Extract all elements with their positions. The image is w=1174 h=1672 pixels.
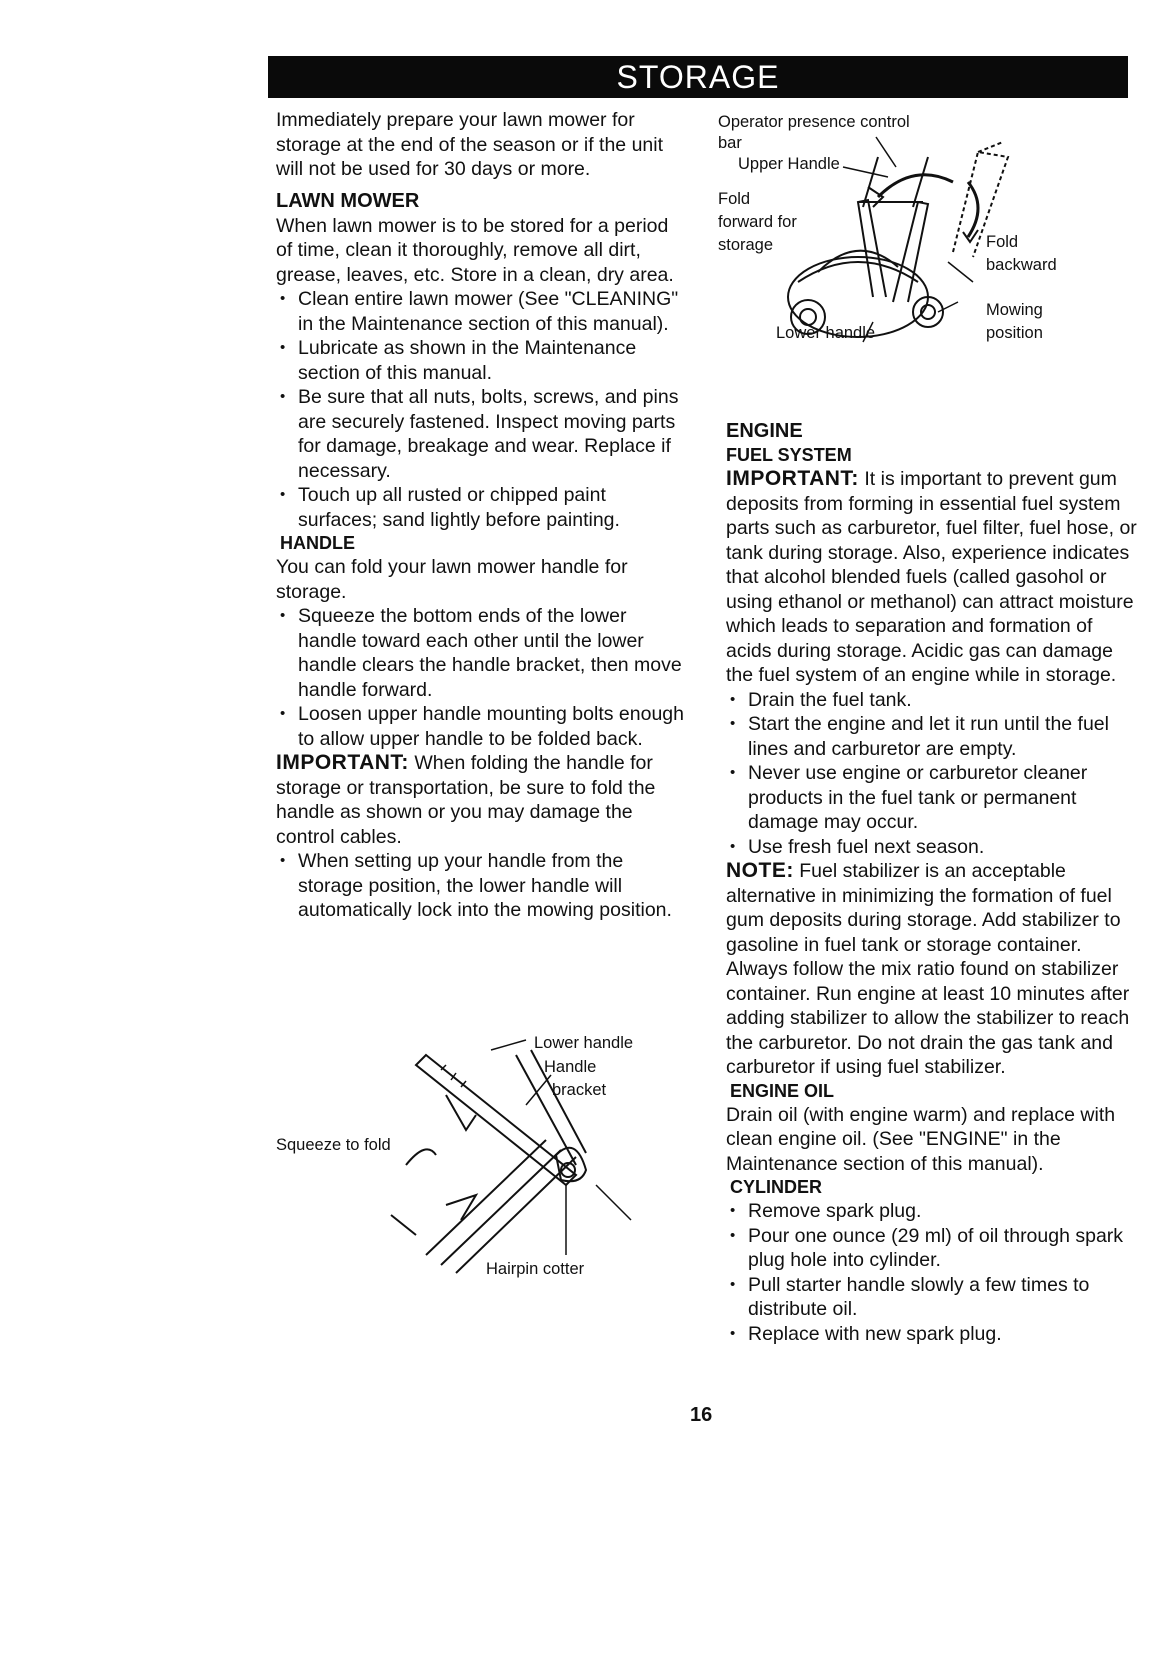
label-lower-handle: Lower handle	[534, 1034, 634, 1052]
important-label: IMPORTANT:	[726, 467, 859, 490]
label-fold-backward-2: backward	[986, 256, 1057, 274]
label-upper-handle: Upper Handle	[738, 155, 840, 173]
list-item: • Loosen upper handle mounting bolts enough to allow upper handle to be folded back.	[276, 702, 686, 751]
list-item: • Touch up all rusted or chipped paint surfaces; sand lightly before painting.	[276, 483, 686, 532]
important-text: It is important to prevent gum deposits from forming in essential fuel system parts such as carburetor, fuel filter, fuel hose, or tank during storage. Also, experience indicates that alcohol blended fuels (called gasohol or using ethanol or methanol) can attract moisture which leads to separation and formation of acids during storage. Acidic gas can damage the fuel system of an engine while in storage.	[726, 468, 1137, 686]
engine-oil-paragraph: Drain oil (with engine warm) and replace with clean engine oil. (See "ENGINE" in the Maintenance section of this manual).	[726, 1103, 1116, 1175]
handle-list	[276, 604, 686, 751]
handle-bracket-drawing	[276, 1035, 676, 1275]
list-item: • Be sure that all nuts, bolts, screws, and pins are securely fastened. Inspect moving parts for damage, breakage and wear. Replace if necessary.	[276, 385, 686, 483]
intro-paragraph: Immediately prepare your lawn mower for storage at the end of the season or if the unit will not be used for 30 days or more.	[276, 109, 664, 180]
label-fold-backward-1: Fold	[986, 233, 1019, 251]
storage-banner: STORAGE	[268, 56, 1128, 98]
list-item: • Clean entire lawn mower (See "CLEANING" in the Maintenance section of this manual).	[276, 287, 686, 336]
fuel-note	[726, 859, 1141, 1080]
engine-oil-heading: ENGINE OIL	[730, 1080, 835, 1101]
note-label: NOTE:	[726, 859, 794, 882]
handle-important	[276, 751, 686, 849]
lawn-mower-list	[276, 287, 686, 532]
page-number: 16	[690, 1404, 713, 1426]
list-item: • Pull starter handle slowly a few times to distribute oil.	[726, 1273, 1141, 1322]
lawn-mower-heading: LAWN MOWER	[276, 189, 420, 212]
list-item: • Never use engine or carburetor cleaner products in the fuel tank or permanent damage may occur.	[726, 761, 1141, 835]
handle-paragraph: You can fold your lawn mower handle for storage.	[276, 556, 628, 603]
list-item: • Start the engine and let it run until the fuel lines and carburetor are empty.	[726, 712, 1141, 761]
label-squeeze-to-fold: Squeeze to fold	[276, 1136, 391, 1154]
label-operator-presence: Operator presence control	[718, 113, 910, 131]
list-item: • Drain the fuel tank.	[726, 688, 1141, 713]
label-handle: Handle	[544, 1058, 597, 1076]
handle-heading: HANDLE	[280, 533, 355, 553]
mower-fold-figure	[718, 112, 1138, 372]
list-item: • Pour one ounce (29 ml) of oil through spark plug hole into cylinder.	[726, 1224, 1141, 1273]
note-text: Fuel stabilizer is an acceptable alternative in minimizing the formation of fuel gum deposits during storage. Add stabilizer to gasoline in fuel tank or storage container. Always follow the mix ratio found on stabilizer container. Run engine at least 10 minutes after adding stabilizer to allow the stabilizer to reach the carburetor. Do not drain the gas tank and carburetor if using fuel stabilizer.	[726, 860, 1130, 1078]
cylinder-list	[726, 1199, 1141, 1346]
label-lower-handle-mower: Lower handle	[776, 324, 876, 342]
cylinder-heading: CYLINDER	[730, 1177, 823, 1197]
list-item: • Use fresh fuel next season.	[726, 835, 1141, 860]
label-fold-forward-1: Fold	[718, 190, 751, 208]
label-bar: bar	[718, 134, 742, 152]
label-mowing-2: position	[986, 324, 1043, 342]
fuel-list	[726, 688, 1141, 860]
label-fold-forward-3: storage	[718, 236, 774, 254]
list-item: • Remove spark plug.	[726, 1199, 1141, 1224]
label-bracket: bracket	[552, 1081, 607, 1099]
label-mowing-1: Mowing	[986, 301, 1043, 319]
left-column	[276, 108, 686, 923]
right-column	[726, 412, 1141, 1346]
important-text: When folding the handle for storage or transportation, be sure to fold the handle as shown or you may damage the control cables.	[276, 752, 656, 848]
handle-list-after	[276, 849, 686, 923]
list-item: • Lubricate as shown in the Maintenance section of this manual.	[276, 336, 686, 385]
lawn-mower-paragraph: When lawn mower is to be stored for a period of time, clean it thoroughly, remove all dirt, grease, leaves, etc. Store in a clean, dry area.	[276, 214, 674, 286]
list-item: • When setting up your handle from the storage position, the lower handle will automatically lock into the mowing position.	[276, 849, 686, 923]
important-label: IMPORTANT:	[276, 751, 409, 774]
list-item: • Replace with new spark plug.	[726, 1322, 1141, 1347]
engine-important	[726, 467, 1141, 688]
list-item: • Squeeze the bottom ends of the lower handle toward each other until the lower handle clears the handle bracket, then move handle forward.	[276, 604, 686, 702]
label-fold-forward-2: forward for	[718, 213, 797, 231]
handle-bracket-figure	[276, 1034, 676, 1278]
engine-heading: ENGINE	[726, 420, 803, 442]
fuel-system-heading: FUEL SYSTEM	[726, 445, 852, 465]
label-hairpin-cotter: Hairpin cotter	[486, 1260, 585, 1278]
